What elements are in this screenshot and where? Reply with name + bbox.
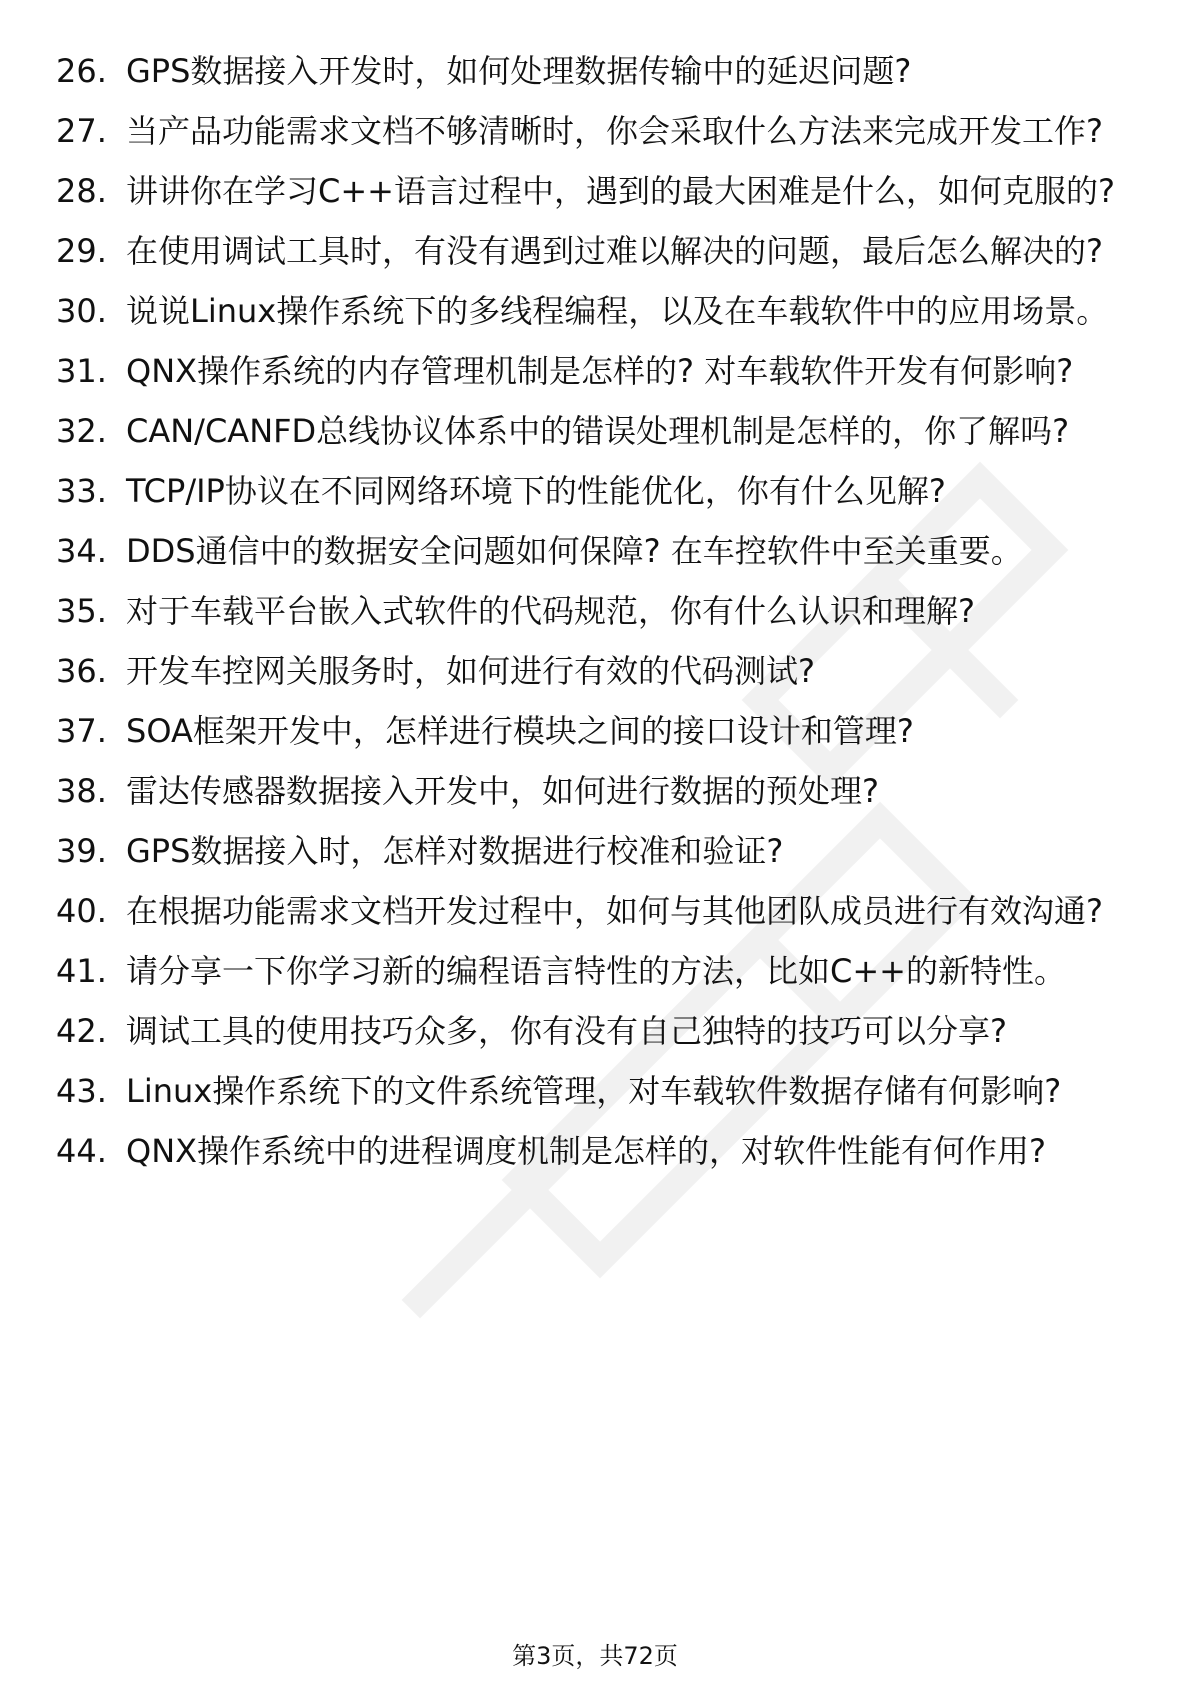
question-number: 33. [56, 472, 107, 510]
list-item [56, 770, 1136, 812]
question-text: GPS数据接入时，怎样对数据进行校准和验证? [126, 832, 784, 870]
question-number: 37. [56, 712, 107, 750]
question-text: 调试工具的使用技巧众多，你有没有自己独特的技巧可以分享? [126, 1012, 1007, 1050]
question-number: 40. [56, 892, 107, 930]
question-number: 26. [56, 52, 107, 90]
page-number-label: 第3页，共72页 [512, 1642, 678, 1670]
question-number: 30. [56, 292, 107, 330]
list-item [56, 110, 1136, 152]
question-text: GPS数据接入开发时，如何处理数据传输中的延迟问题? [126, 52, 912, 90]
question-number: 42. [56, 1012, 107, 1050]
question-text: 当产品功能需求文档不够清晰时，你会采取什么方法来完成开发工作? [126, 112, 1103, 150]
page-footer [0, 1642, 1190, 1670]
question-number: 34. [56, 532, 107, 570]
question-number: 38. [56, 772, 107, 810]
question-text: SOA框架开发中，怎样进行模块之间的接口设计和管理? [126, 712, 914, 750]
question-number: 43. [56, 1072, 107, 1110]
list-item [56, 950, 1136, 992]
question-number: 35. [56, 592, 107, 630]
question-text: 说说Linux操作系统下的多线程编程，以及在车载软件中的应用场景。 [126, 292, 1109, 330]
question-text: QNX操作系统的内存管理机制是怎样的? 对车载软件开发有何影响? [126, 352, 1074, 390]
question-text: 对于车载平台嵌入式软件的代码规范，你有什么认识和理解? [126, 592, 975, 630]
list-item [56, 1130, 1136, 1172]
question-number: 29. [56, 232, 107, 270]
list-item [56, 290, 1136, 332]
question-text: 雷达传感器数据接入开发中，如何进行数据的预处理? [126, 772, 879, 810]
list-item [56, 710, 1136, 752]
question-text: 在根据功能需求文档开发过程中，如何与其他团队成员进行有效沟通? [126, 892, 1103, 930]
list-item [56, 410, 1136, 452]
question-text: CAN/CANFD总线协议体系中的错误处理机制是怎样的，你了解吗? [126, 412, 1070, 450]
question-text: Linux操作系统下的文件系统管理，对车载软件数据存储有何影响? [126, 1072, 1062, 1110]
question-text: 讲讲你在学习C++语言过程中，遇到的最大困难是什么，如何克服的? [126, 172, 1115, 210]
list-item [56, 830, 1136, 872]
question-number: 44. [56, 1132, 107, 1170]
question-number: 32. [56, 412, 107, 450]
question-text: 开发车控网关服务时，如何进行有效的代码测试? [126, 652, 815, 690]
question-number: 39. [56, 832, 107, 870]
list-item [56, 350, 1136, 392]
question-number: 36. [56, 652, 107, 690]
list-item [56, 230, 1136, 272]
list-item [56, 650, 1136, 692]
question-list [56, 50, 1136, 1190]
question-number: 28. [56, 172, 107, 210]
list-item [56, 1010, 1136, 1052]
list-item [56, 170, 1136, 212]
question-text: 在使用调试工具时，有没有遇到过难以解决的问题，最后怎么解决的? [126, 232, 1103, 270]
question-text: DDS通信中的数据安全问题如何保障? 在车控软件中至关重要。 [126, 532, 1023, 570]
list-item [56, 530, 1136, 572]
question-text: TCP/IP协议在不同网络环境下的性能优化，你有什么见解? [126, 472, 946, 510]
list-item [56, 50, 1136, 92]
question-number: 41. [56, 952, 107, 990]
question-number: 27. [56, 112, 107, 150]
question-text: QNX操作系统中的进程调度机制是怎样的，对软件性能有何作用? [126, 1132, 1047, 1170]
list-item [56, 590, 1136, 632]
list-item [56, 1070, 1136, 1112]
list-item [56, 470, 1136, 512]
question-text: 请分享一下你学习新的编程语言特性的方法，比如C++的新特性。 [126, 952, 1066, 990]
question-number: 31. [56, 352, 107, 390]
list-item [56, 890, 1136, 932]
